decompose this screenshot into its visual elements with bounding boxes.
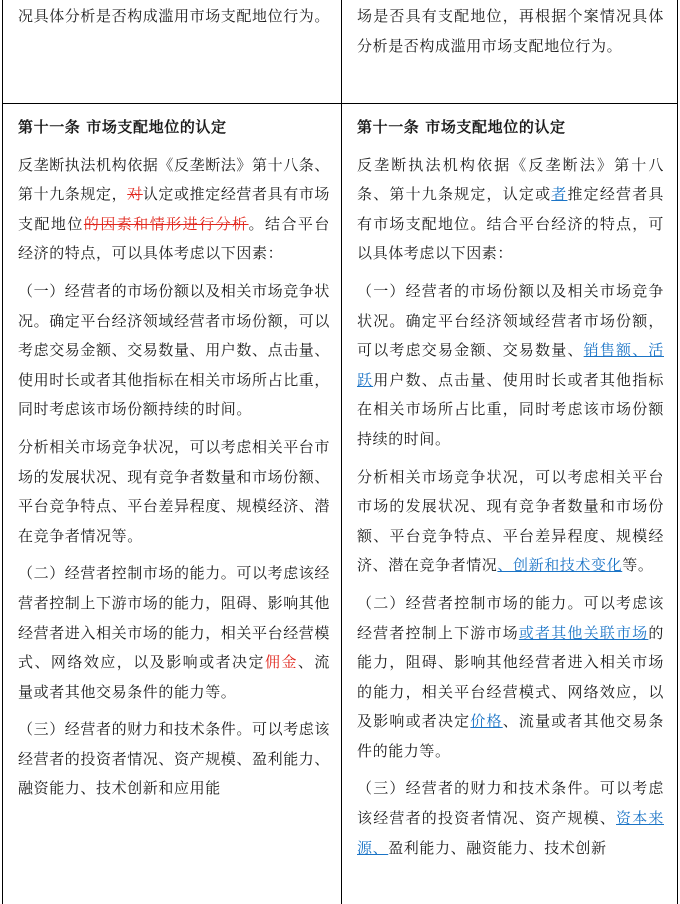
right-top-text: 场是否具有支配地位，再根据个案情况具体分析是否构成滥用市场支配地位行为。 xyxy=(357,7,664,55)
text-run: 反垄断执法机构依据《反垄断法》第十八条、第十九条规定， xyxy=(18,155,331,204)
right-paragraph-4 xyxy=(357,589,664,767)
column-divider xyxy=(341,0,342,904)
text-run: 反垄断执法机构依据《反垄断法》第十八条、第十九条规定，认定或 xyxy=(357,155,664,204)
text-run: （二）经营者控制市场的能力。可以考虑该经营者控制上下游市场 xyxy=(357,593,664,642)
text-run: （一）经营者的市场份额以及相关市场竞争状况。确定平台经济领域经营者市场份额，可以考虑交易金额、交易数量、 xyxy=(357,281,664,360)
right-top-cell xyxy=(357,2,664,69)
inserted-text: 价格 xyxy=(470,712,503,731)
text-run: 用户数、点击量、使用时长或者其他指标在相关市场所占比重，同时考虑该市场份额持续的时间。 xyxy=(357,370,664,448)
text-run: 、流量或者其他交易条件的能力等。 xyxy=(18,653,330,701)
text-run: 。结合平台经济的特点，可以具体考虑以下因素： xyxy=(18,214,330,263)
right-paragraph-3 xyxy=(357,463,664,581)
inserted-text: 者 xyxy=(551,185,568,204)
text-run: （二）经营者控制市场的能力。可以考虑该经营者控制上下游市场的能力，阻碍、影响其他经营者进入相关市场的能力，相关平台经营模式、网络效应，以及影响或者决定 xyxy=(18,564,331,672)
right-paragraph-1 xyxy=(357,151,664,269)
text-run: 盈利能力、融资能力、技术创新 xyxy=(388,838,607,857)
left-paragraph-2: （一）经营者的市场份额以及相关市场竞争状况。确定平台经济领域经营者市场份额，可以考虑交易金额、交易数量、用户数、点击量、使用时长或者其他指标在相关市场所占比重，同时考虑该市场份额持续的时间。 xyxy=(18,281,331,419)
deleted-text: 佣金 xyxy=(264,653,298,672)
left-paragraph-4 xyxy=(18,559,330,707)
text-run: （三）经营者的财力和技术条件。可以考虑该经营者的投资者情况、资产规模、 xyxy=(357,779,664,828)
row-divider xyxy=(2,103,678,104)
article-heading-revised: 第十一条 市场支配地位的认定 xyxy=(357,118,566,136)
right-article-cell xyxy=(357,113,664,871)
right-paragraph-2 xyxy=(357,277,664,455)
text-run: 等。 xyxy=(622,556,654,575)
inserted-text: 或者其他关联市场 xyxy=(518,623,649,642)
left-paragraph-1 xyxy=(18,151,330,269)
text-run: 推定经营者具有市场支配地位。结合平台经济的特点，可以具体考虑以下因素： xyxy=(357,185,665,263)
inserted-text: 资本来源、 xyxy=(357,809,664,857)
text-run: 认定或推定经营者具有市场支配地位 xyxy=(18,185,331,233)
left-article-cell xyxy=(18,113,330,812)
right-paragraph-5 xyxy=(357,774,664,863)
deleted-text: 的因素和情形进行分析 xyxy=(83,214,249,233)
inserted-text: 、创新和技术变化 xyxy=(497,556,623,575)
text-run: 分析相关市场竞争状况，可以考虑相关平台市场的发展状况、现有竞争者数量和市场份额、平台竞争特点、平台差异程度、规模经济、潜在竞争者情况 xyxy=(357,467,664,575)
deleted-text: 对 xyxy=(127,185,143,204)
inserted-text: 销售额、活跃 xyxy=(357,341,664,389)
left-top-text: 况具体分析是否构成滥用市场支配地位行为。 xyxy=(18,7,331,25)
left-paragraph-5: （三）经营者的财力和技术条件。可以考虑该经营者的投资者情况、资产规模、盈利能力、融资能力、技术创新和应用能 xyxy=(18,720,331,798)
left-paragraph-3: 分析相关市场竞争状况，可以考虑相关平台市场的发展状况、现有竞争者数量和市场份额、平台竞争特点、平台差异程度、规模经济、潜在竞争者情况等。 xyxy=(18,437,331,545)
text-run: 、流量或者其他交易条件的能力等。 xyxy=(357,712,665,760)
left-top-cell xyxy=(18,2,330,40)
text-run: 的能力，阻碍、影响其他经营者进入相关市场的能力，相关平台经营模式、网络效应，以及影响或者决定 xyxy=(357,623,664,731)
article-heading: 第十一条 市场支配地位的认定 xyxy=(18,118,227,136)
